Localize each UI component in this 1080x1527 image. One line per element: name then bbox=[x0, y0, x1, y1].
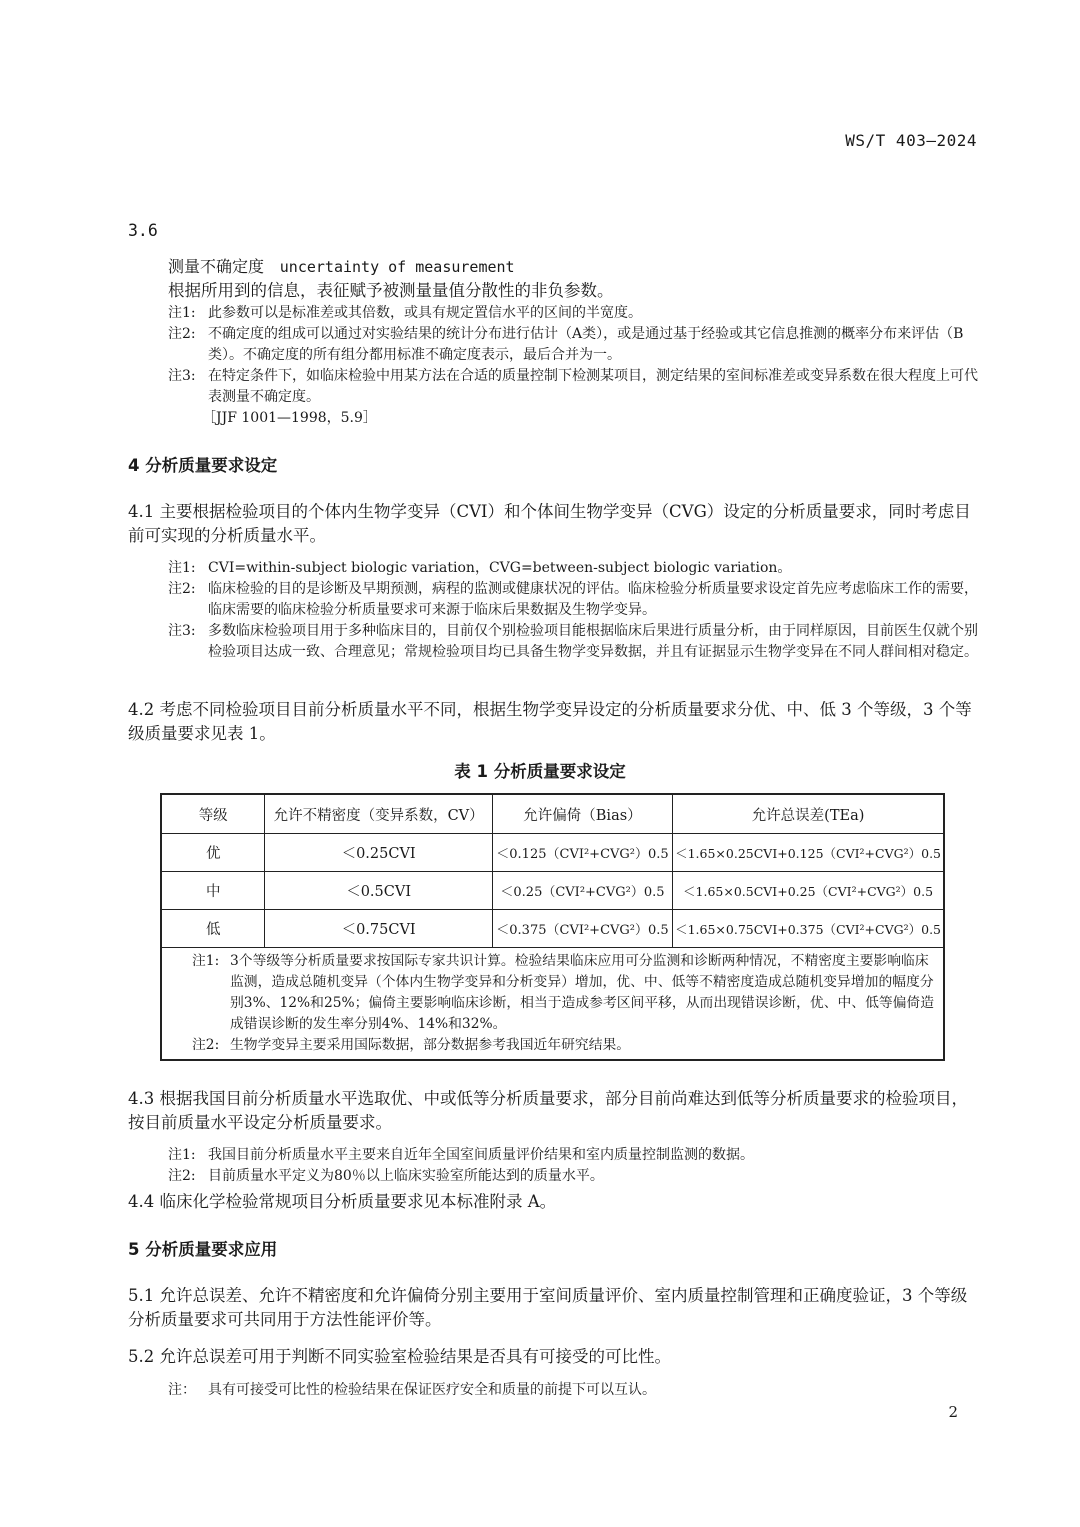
note: 注： 具有可接受可比性的检验结果在保证医疗安全和质量的前提下可以互认。 bbox=[168, 1382, 656, 1398]
note: 注3: 在特定条件下，如临床检验中用某方法在合适的质量控制下检测某项目，测定结果的室间标准差或变异系数在很大程度上可代表测量不确定度。 bbox=[168, 368, 978, 405]
table-cell: ＜1.65×0.25CVI+0.125（CVI²+CVG²）0.5 bbox=[673, 834, 944, 872]
table-header: 等级 bbox=[161, 794, 265, 834]
table-cell: ＜0.25CVI bbox=[265, 834, 492, 872]
section-5-title: 5 分析质量要求应用 bbox=[128, 1240, 278, 1259]
table-cell: 中 bbox=[161, 872, 265, 910]
table-header: 允许不精密度（变异系数，CV） bbox=[265, 794, 492, 834]
note: 注1: CVI=within-subject biologic variation，CVG=between-subject biologic variation。 bbox=[168, 560, 792, 576]
table-cell: 低 bbox=[161, 910, 265, 948]
clause-4-1 bbox=[128, 500, 978, 663]
table-header-row bbox=[161, 794, 944, 834]
clause-5-1: 5.1 允许总误差、允许不精密度和允许偏倚分别主要用于室间质量评价、室内质量控制管理和正确度验证，3 个等级分析质量要求可共同用于方法性能评价等。 bbox=[128, 1286, 968, 1329]
note: 注2: 目前质量水平定义为80％以上临床实验室所能达到的质量水平。 bbox=[168, 1168, 604, 1184]
term-line bbox=[128, 255, 978, 279]
quality-requirements-table bbox=[160, 793, 945, 1061]
clause-4-3-text: 4.3 根据我国目前分析质量水平选取优、中或低等分析质量要求，部分目前尚难达到低等分析质量要求的检验项目，按目前质量水平设定分析质量要求。 bbox=[128, 1089, 968, 1132]
table-row bbox=[161, 910, 944, 948]
table-caption: 表 1 分析质量要求设定 bbox=[454, 762, 626, 781]
clause-5-2: 5.2 允许总误差可用于判断不同实验室检验结果是否具有可接受的可比性。 bbox=[128, 1347, 671, 1366]
page-number: 2 bbox=[948, 1403, 958, 1421]
table-notes bbox=[161, 948, 944, 1061]
document-code: WS/T 403—2024 bbox=[845, 131, 977, 150]
table-cell: ＜1.65×0.5CVI+0.25（CVI²+CVG²）0.5 bbox=[673, 872, 944, 910]
section-3-6 bbox=[128, 219, 978, 429]
note: 注1: 此参数可以是标准差或其倍数，或具有规定置信水平的区间的半宽度。 bbox=[168, 305, 642, 321]
table-note: 注2: 生物学变异主要采用国际数据，部分数据参考我国近年研究结果。 bbox=[192, 1037, 631, 1053]
table-cell: ＜1.65×0.75CVI+0.375（CVI²+CVG²）0.5 bbox=[673, 910, 944, 948]
note: 注2: 不确定度的组成可以通过对实验结果的统计分布进行估计（A类），或是通过基于经验或其它信息推测的概率分布来评估（B类）。不确定度的所有组分都用标准不确定度表示，最后合并为一。 bbox=[168, 326, 964, 363]
table-header: 允许偏倚（Bias） bbox=[492, 794, 672, 834]
table-cell: ＜0.25（CVI²+CVG²）0.5 bbox=[492, 872, 672, 910]
clause-number: 3.6 bbox=[128, 221, 158, 240]
table-cell: ＜0.375（CVI²+CVG²）0.5 bbox=[492, 910, 672, 948]
term-definition: 根据所用到的信息，表征赋予被测量量值分散性的非负参数。 bbox=[168, 281, 614, 300]
table-row bbox=[161, 834, 944, 872]
note: 注1: 我国目前分析质量水平主要来自近年全国室间质量评价结果和室内质量控制监测的数据。 bbox=[168, 1147, 754, 1163]
table-notes-row bbox=[161, 948, 944, 1061]
table-note: 注1: 3个等级等分析质量要求按国际专家共识计算。检验结果临床应用可分监测和诊断两种情况，不精密度主要影响临床监测，造成总随机变异（个体内生物学变异和分析变异）增加，优、中、低等不精密度造成总随机变异增加的幅度分别3%、12%和25%；偏倚主要影响临床诊断，相当于造成参考区间平移，从而出现错误诊断，优、中、低等偏倚造成错误诊断的发生率分别4%、14%和32%。 bbox=[192, 953, 935, 1032]
table-cell: ＜0.125（CVI²+CVG²）0.5 bbox=[492, 834, 672, 872]
section-4-title: 4 分析质量要求设定 bbox=[128, 456, 278, 475]
table-cell: 优 bbox=[161, 834, 265, 872]
clause-4-1-text: 4.1 主要根据检验项目的个体内生物学变异（CVI）和个体间生物学变异（CVG）设定的分析质量要求，同时考虑目前可实现的分析质量水平。 bbox=[128, 502, 971, 545]
note: 注2: 临床检验的目的是诊断及早期预测，病程的监测或健康状况的评估。临床检验分析质量要求设定首先应考虑临床工作的需要，临床需要的临床检验分析质量要求可来源于临床后果数据及生物学变异。 bbox=[168, 581, 978, 618]
table-cell: ＜0.5CVI bbox=[265, 872, 492, 910]
reference: ［JJF 1001—1998，5.9］ bbox=[202, 410, 377, 426]
clause-4-2: 4.2 考虑不同检验项目目前分析质量水平不同，根据生物学变异设定的分析质量要求分优、中、低 3 个等级，3 个等级质量要求见表 1。 bbox=[128, 700, 972, 743]
clause-4-4: 4.4 临床化学检验常规项目分析质量要求见本标准附录 A。 bbox=[128, 1192, 557, 1211]
note: 注3: 多数临床检验项目用于多种临床目的，目前仅个别检验项目能根据临床后果进行质量分析，由于同样原因，目前医生仅就个别检验项目达成一致、合理意见；常规检验项目均已具备生物学变异数据，并且有证据显示生物学变异在不同人群间相对稳定。 bbox=[168, 623, 978, 660]
table-cell: ＜0.75CVI bbox=[265, 910, 492, 948]
term-chinese: 测量不确定度 bbox=[168, 257, 265, 276]
table-row bbox=[161, 872, 944, 910]
term-english: uncertainty of measurement bbox=[279, 258, 515, 276]
clause-4-3 bbox=[128, 1087, 978, 1187]
table-header: 允许总误差(TEa) bbox=[673, 794, 944, 834]
